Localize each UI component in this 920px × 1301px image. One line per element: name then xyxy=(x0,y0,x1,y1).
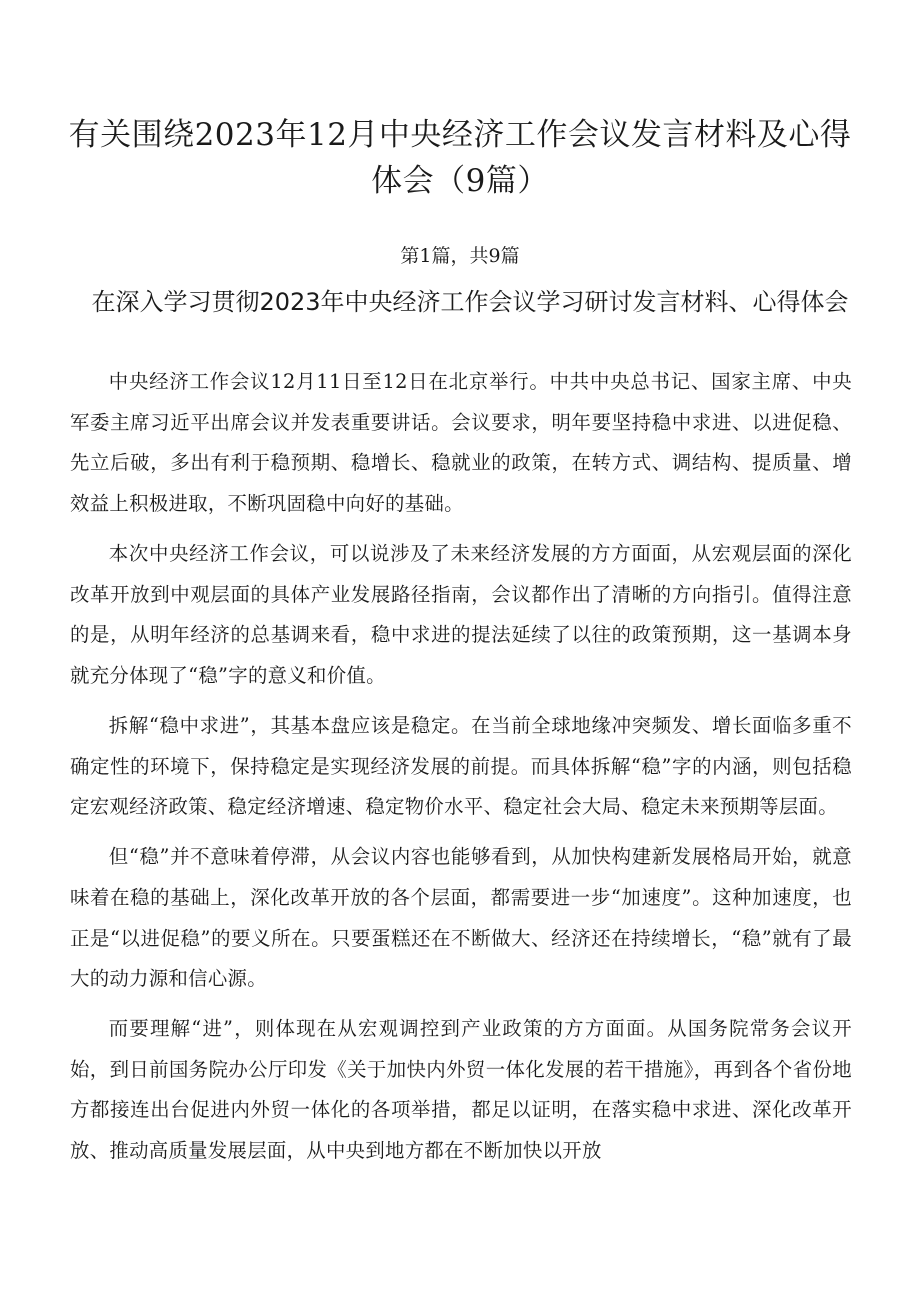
article-body xyxy=(70,362,852,1181)
article-subtitle: 在深入学习贯彻2023年中央经济工作会议学习研讨发言材料、心得体会 xyxy=(91,288,849,316)
part-label: 第1篇，共9篇 xyxy=(400,245,520,267)
paragraph: 而要理解“进”，则体现在从宏观调控到产业政策的方方面面。从国务院常务会议开始，到日前国务院办公厅印发《关于加快内外贸一体化发展的若干措施》，再到各个省份地方都接连出台促进内外贸一体化的各项举措，都足以证明，在落实稳中求进、深化改革开放、推动高质量发展层面，从中央到地方都在不断加快以开放 xyxy=(70,1017,852,1163)
paragraph: 但“稳”并不意味着停滞，从会议内容也能够看到，从加快构建新发展格局开始，就意味着在稳的基础上，深化改革开放的各个层面，都需要进一步“加速度”。这种加速度，也正是“以进促稳”的要义所在。只要蛋糕还在不断做大、经济还在持续增长，“稳”就有了最大的动力源和信心源。 xyxy=(70,845,852,991)
document-title: 有关围绕2023年12月中央经济工作会议发言材料及心得体会（9篇） xyxy=(68,117,852,199)
paragraph: 拆解“稳中求进”，其基本盘应该是稳定。在当前全球地缘冲突频发、增长面临多重不确定性的环境下，保持稳定是实现经济发展的前提。而具体拆解“稳”字的内涵，则包括稳定宏观经济政策、稳定经济增速、稳定物价水平、稳定社会大局、稳定未来预期等层面。 xyxy=(70,713,852,819)
paragraph: 中央经济工作会议12月11日至12日在北京举行。中共中央总书记、国家主席、中央军委主席习近平出席会议并发表重要讲话。会议要求，明年要坚持稳中求进、以进促稳、先立后破，多出有利于稳预期、稳增长、稳就业的政策，在转方式、调结构、提质量、增效益上积极进取，不断巩固稳中向好的基础。 xyxy=(70,370,852,515)
paragraph: 本次中央经济工作会议，可以说涉及了未来经济发展的方方面面，从宏观层面的深化改革开放到中观层面的具体产业发展路径指南，会议都作出了清晰的方向指引。值得注意的是，从明年经济的总基调来看，稳中求进的提法延续了以往的政策预期，这一基调本身就充分体现了“稳”字的意义和价值。 xyxy=(70,541,852,687)
